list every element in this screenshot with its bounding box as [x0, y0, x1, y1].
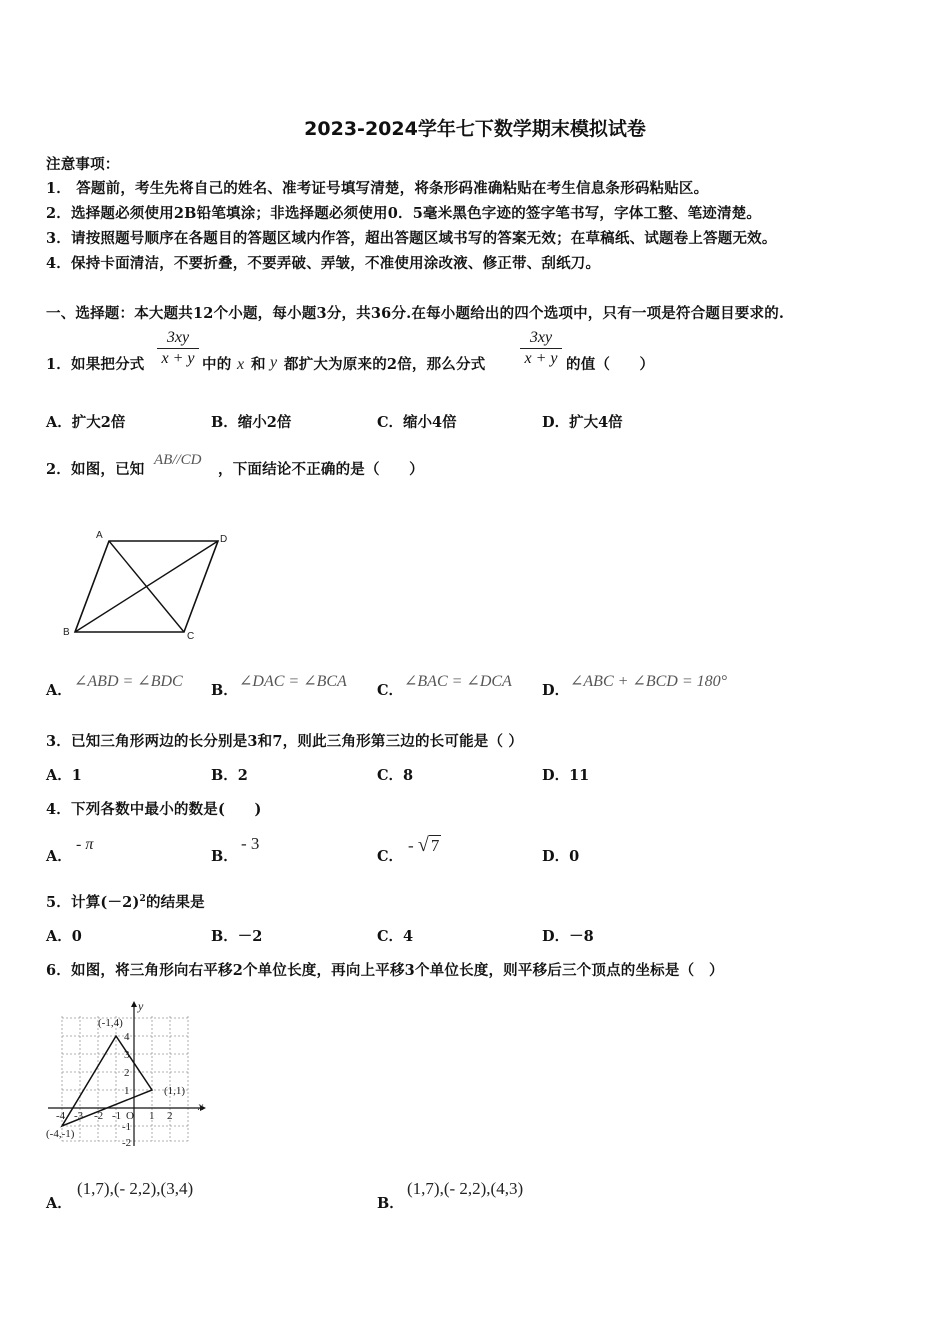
notice-heading: 注意事项： [46, 156, 120, 173]
q1-option-b[interactable]: B．缩小2倍 [211, 414, 292, 431]
q5-text-1: 5．计算(－2) [46, 894, 140, 911]
q4-option-a[interactable]: - π [76, 836, 94, 853]
q6-xtick: -3 [74, 1110, 84, 1122]
q6-point-3-label: (-4,-1) [46, 1128, 75, 1140]
q6-xtick: -4 [56, 1110, 66, 1122]
q4-option-c[interactable] [408, 834, 441, 857]
page-title: 2023-2024学年七下数学期末模拟试卷 [304, 118, 646, 140]
q6-ytick: -2 [122, 1137, 132, 1149]
q4-text: 4．下列各数中最小的数是( ) [46, 801, 262, 818]
q2-diagonal-bd [75, 541, 218, 632]
q6-point-1-label: (-1,4) [98, 1017, 123, 1029]
q5-text-2: 的结果是 [145, 894, 205, 911]
q2-option-c-letter[interactable]: C． [377, 682, 404, 699]
q5-option-a[interactable]: A．0 [46, 928, 82, 945]
q4-option-a-letter[interactable]: A． [46, 848, 72, 865]
q1-var-x: x [237, 356, 245, 373]
q6-xtick: O [126, 1110, 134, 1122]
q2-option-d[interactable]: ∠ABC + ∠BCD = 180° [570, 673, 728, 690]
q1-fraction-2-num: 3xy [520, 328, 562, 349]
q1-text-1: 1．如果把分式 [46, 356, 145, 373]
q6-option-a-letter[interactable]: A． [46, 1195, 72, 1212]
q6-xtick: 1 [149, 1110, 155, 1122]
q1-fraction-2-den: x + y [524, 350, 558, 367]
q2-text-1: 2．如图，已知 [46, 461, 145, 478]
q3-text: 3．已知三角形两边的长分别是3和7，则此三角形第三边的长可能是（ ） [46, 733, 524, 750]
q1-fraction-1-num: 3xy [157, 328, 199, 349]
q3-option-a[interactable]: A．1 [46, 767, 82, 784]
notice-item-1: 1． 答题前，考生先将自己的姓名、准考证号填写清楚，将条形码准确粘贴在考生信息条形码粘贴区。 [46, 180, 709, 197]
q2-parallelogram-figure [58, 522, 238, 644]
q3-option-b[interactable]: B．2 [211, 767, 248, 784]
q2-label-a: A [96, 530, 103, 541]
q6-text: 6．如图，将三角形向右平移2个单位长度，再向上平移3个单位长度，则平移后三个顶点的坐标是（ ） [46, 962, 724, 979]
q6-ytick: 3 [124, 1049, 130, 1061]
q2-condition: AB//CD [154, 452, 202, 468]
q1-text-5: 的值（ ） [566, 356, 655, 373]
q6-option-b-letter[interactable]: B． [377, 1195, 404, 1212]
radical-icon: √ [417, 834, 429, 856]
q2-option-c[interactable]: ∠BAC = ∠DCA [404, 673, 512, 690]
q1-var-y: y [270, 354, 278, 371]
notice-item-3: 3．请按照题号顺序在各题目的答题区域内作答，超出答题区域书写的答案无效；在草稿纸、试题卷上答题无效。 [46, 230, 777, 247]
q2-option-b-letter[interactable]: B． [211, 682, 238, 699]
q6-point-2-label: (1,1) [164, 1085, 186, 1097]
q6-y-arrow-icon [131, 1001, 137, 1007]
notice-item-4: 4．保持卡面清洁，不要折叠，不要弄破、弄皱，不准使用涂改液、修正带、刮纸刀。 [46, 255, 601, 272]
section-heading: 一、选择题：本大题共12个小题，每小题3分，共36分.在每小题给出的四个选项中，只有一项是符合题目要求的. [46, 305, 785, 322]
q1-option-a[interactable]: A．扩大2倍 [46, 414, 126, 431]
q2-label-c: C [187, 631, 195, 642]
q6-option-b[interactable]: (1,7),(- 2,2),(4,3) [407, 1179, 524, 1198]
q2-text-2: ，下面结论不正确的是（ ） [218, 461, 424, 478]
notice-item-2: 2．选择题必须使用2B铅笔填涂；非选择题必须使用0．5毫米黑色字迹的签字笔书写，字体工整、笔迹清楚。 [46, 205, 762, 222]
q4-option-c-sign: - [408, 836, 414, 855]
q6-xtick: -2 [94, 1110, 104, 1122]
q6-coordinate-graph [44, 996, 214, 1152]
q6-y-ticks [122, 1031, 131, 1149]
q1-fraction-1-den: x + y [161, 350, 195, 367]
q6-ytick: -1 [122, 1121, 132, 1133]
q1-text-3: 和 [251, 356, 266, 373]
q2-option-d-letter[interactable]: D． [542, 682, 570, 699]
q1-text-4: 都扩大为原来的2倍，那么分式 [284, 356, 486, 373]
q5-exponent: 2 [139, 894, 146, 905]
q1-option-d[interactable]: D．扩大4倍 [542, 414, 623, 431]
q6-option-a[interactable]: (1,7),(- 2,2),(3,4) [77, 1179, 194, 1198]
q6-ytick: 1 [124, 1085, 130, 1097]
q3-option-d[interactable]: D．11 [542, 767, 590, 784]
q5-option-b[interactable]: B．－2 [211, 928, 263, 945]
q6-x-ticks [56, 1110, 173, 1122]
q1-option-c[interactable]: C．缩小4倍 [377, 414, 457, 431]
q6-axis-x-label: x [198, 1099, 204, 1113]
q6-xtick: -1 [112, 1110, 122, 1122]
q6-xtick: 2 [167, 1110, 173, 1122]
q6-axis-y-label: y [138, 999, 144, 1013]
q5-option-c[interactable]: C．4 [377, 928, 414, 945]
q1-fraction-1 [157, 328, 199, 369]
q4-option-c-radicand: 7 [430, 836, 440, 855]
q2-label-b: B [63, 627, 70, 638]
q6-ytick: 2 [124, 1067, 130, 1079]
q4-option-c-letter[interactable]: C． [377, 848, 404, 865]
q2-label-d: D [220, 534, 228, 545]
q4-option-b[interactable]: - 3 [241, 834, 260, 853]
q6-ytick: 4 [124, 1031, 130, 1043]
q5-text [46, 891, 205, 912]
q4-option-b-letter[interactable]: B． [211, 848, 238, 865]
q2-option-a[interactable]: ∠ABD = ∠BDC [74, 673, 183, 690]
q1-fraction-2 [520, 328, 562, 369]
q5-option-d[interactable]: D．－8 [542, 928, 594, 945]
q4-option-d[interactable]: D．0 [542, 848, 580, 865]
q2-option-a-letter[interactable]: A． [46, 682, 72, 699]
q2-option-b[interactable]: ∠DAC = ∠BCA [239, 673, 347, 690]
q1-text-2: 中的 [202, 356, 232, 373]
q3-option-c[interactable]: C．8 [377, 767, 414, 784]
